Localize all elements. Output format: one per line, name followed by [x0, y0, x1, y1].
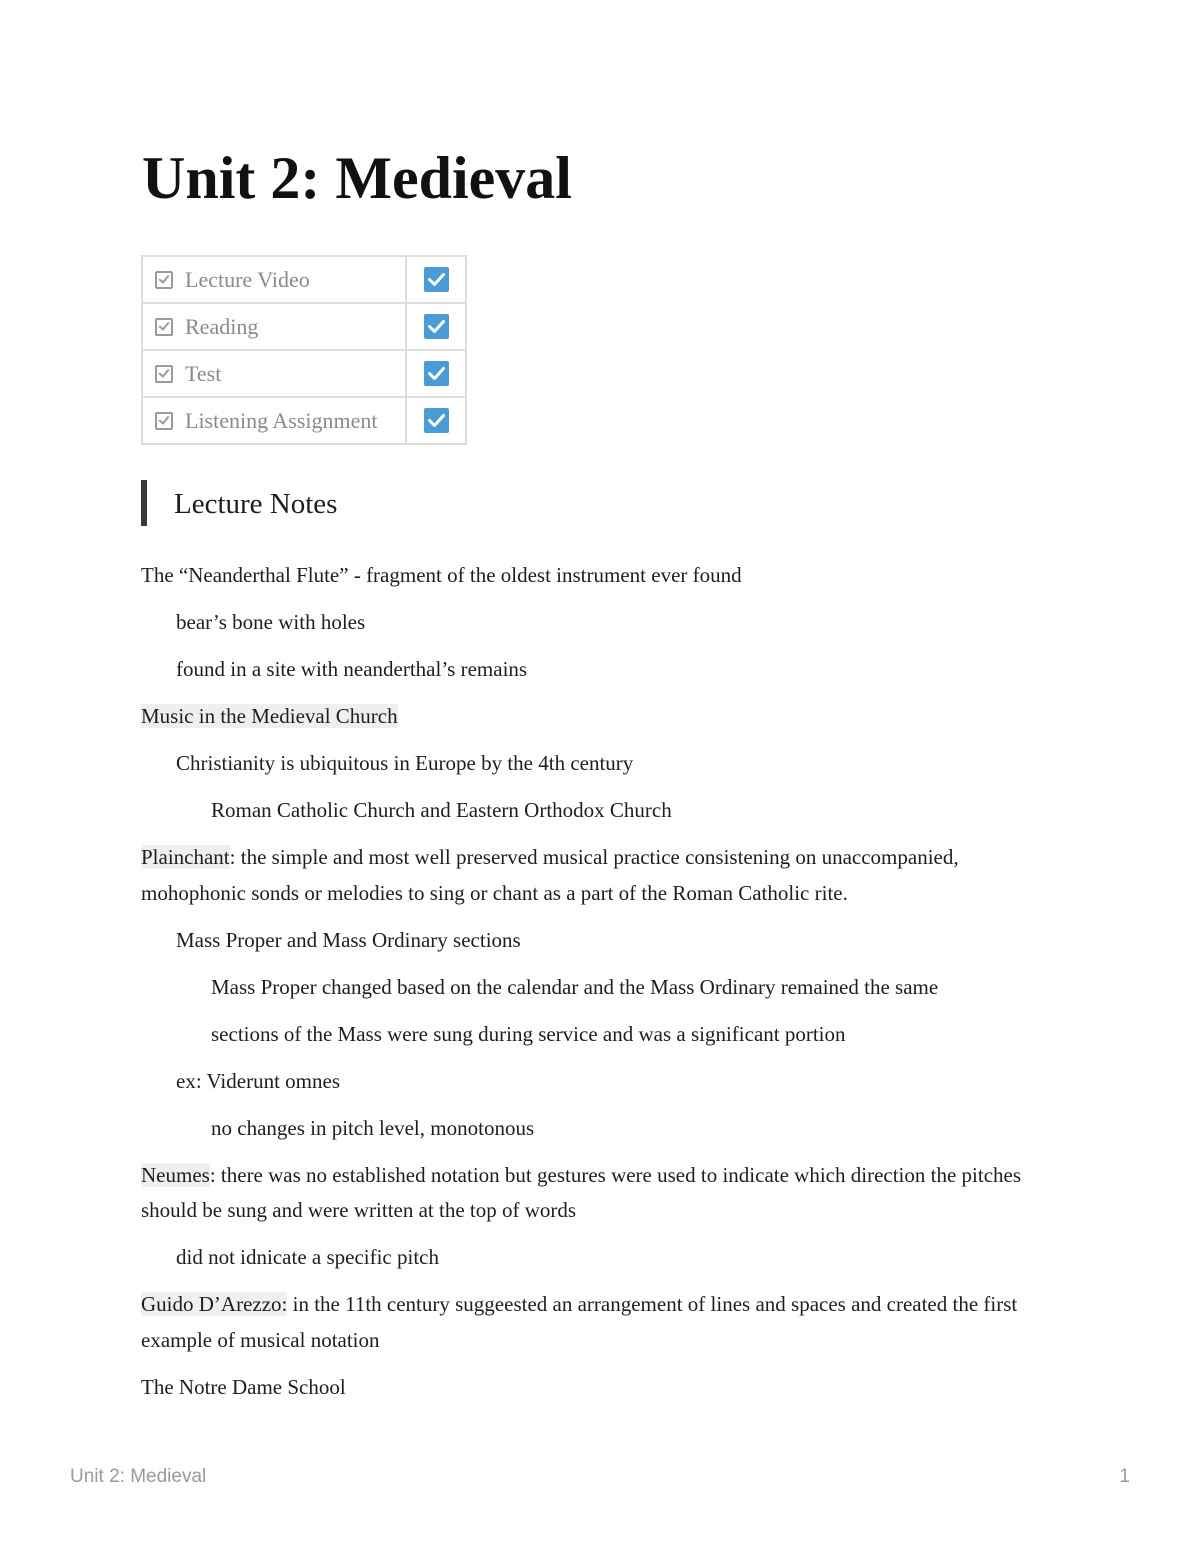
note-line: ex: Viderunt omnes — [176, 1068, 340, 1093]
note-line: bear’s bone with holes — [176, 610, 366, 634]
note-line: Mass Proper and Mass Ordinary sections — [176, 927, 521, 952]
note-line: The “Neanderthal Flute” - fragment of the oldest instrument ever found — [141, 563, 742, 587]
lecture-notes — [141, 558, 1061, 1405]
note-paragraph — [141, 1158, 1061, 1229]
note-paragraph — [141, 1287, 1061, 1358]
checklist-row-lecture-video — [142, 256, 466, 303]
checklist-task-cell — [142, 303, 406, 350]
note-line: Mass Proper changed based on the calendar and the Mass Ordinary remained the same — [211, 974, 939, 999]
checklist-status-cell — [406, 256, 466, 303]
checkbox-checked-icon — [155, 412, 173, 430]
blue-checkbox-checked-icon[interactable] — [424, 361, 449, 386]
checklist-task-label: Lecture Video — [185, 266, 310, 292]
section-heading-bar — [141, 480, 147, 526]
blue-checkbox-checked-icon[interactable] — [424, 408, 449, 433]
checklist-task-cell — [142, 350, 406, 397]
checklist-status-cell — [406, 303, 466, 350]
checklist-row-listening-assignment — [142, 397, 466, 444]
checklist-status-cell — [406, 350, 466, 397]
highlighted-heading: Music in the Medieval Church — [141, 704, 398, 728]
checklist-row-test — [142, 350, 466, 397]
checkbox-checked-icon — [155, 271, 173, 289]
page-number: 1 — [1119, 1466, 1130, 1487]
checkbox-checked-icon — [155, 365, 173, 383]
highlighted-term: Guido D’Arezzo: — [141, 1292, 288, 1316]
assignment-checklist — [141, 255, 467, 445]
section-heading: Lecture Notes — [174, 488, 338, 520]
note-line: found in a site with neanderthal’s remains — [176, 657, 528, 681]
checklist-task-cell — [142, 397, 406, 444]
highlighted-term: Plainchant — [141, 845, 230, 869]
checklist-task-label: Reading — [185, 313, 259, 339]
checklist-row-reading — [142, 303, 466, 350]
checkbox-checked-icon — [155, 318, 173, 336]
note-line: Roman Catholic Church and Eastern Orthodox Church — [211, 798, 672, 822]
note-paragraph — [141, 840, 1061, 911]
note-line: sections of the Mass were sung during service and was a significant portion — [211, 1021, 846, 1046]
footer-title: Unit 2: Medieval — [70, 1466, 207, 1487]
note-line: no changes in pitch level, monotonous — [211, 1115, 535, 1140]
checklist-task-label: Listening Assignment — [185, 407, 378, 433]
note-line: did not idnicate a specific pitch — [176, 1245, 439, 1269]
note-line: Christianity is ubiquitous in Europe by the 4th century — [176, 751, 634, 775]
blue-checkbox-checked-icon[interactable] — [424, 314, 449, 339]
checklist-task-label: Test — [185, 360, 222, 386]
note-line: The Notre Dame School — [141, 1374, 346, 1399]
page-title: Unit 2: Medieval — [142, 145, 572, 211]
term-definition: in the 11th century suggeested an arrangement of lines and spaces and created the first example of musical notation — [141, 1292, 1018, 1352]
checklist-status-cell — [406, 397, 466, 444]
note-line — [141, 699, 1061, 735]
term-definition: : the simple and most well preserved musical practice consistening on unaccompanied, mohophonic sonds or melodies to sing or chant as a part of the Roman Catholic rite. — [141, 845, 959, 905]
highlighted-term: Neumes — [141, 1162, 210, 1187]
term-definition: : there was no established notation but gestures were used to indicate which direction the pitches should be sung and were written at the top of words — [141, 1162, 1022, 1222]
checklist-task-cell — [142, 256, 406, 303]
blue-checkbox-checked-icon[interactable] — [424, 267, 449, 292]
